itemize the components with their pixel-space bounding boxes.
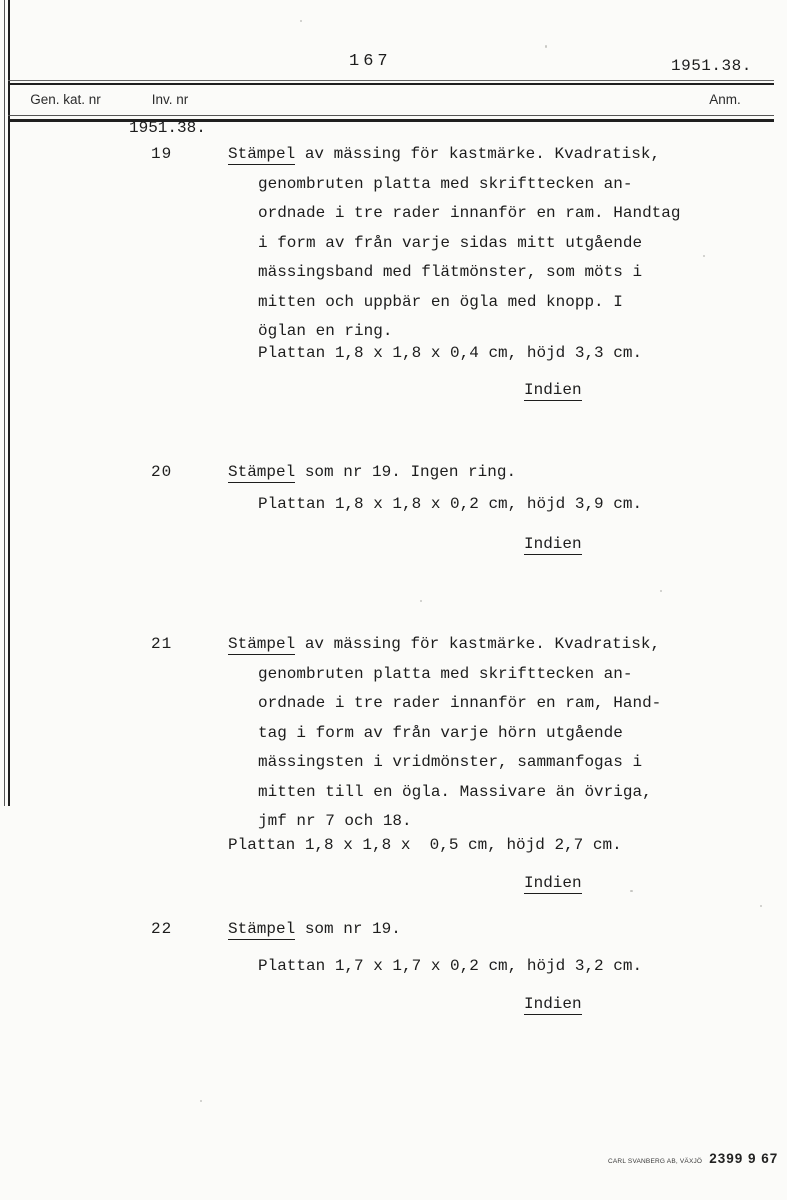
scan-speck — [660, 590, 662, 592]
lead-word: Stämpel — [228, 145, 296, 163]
lead-word: Stämpel — [228, 463, 296, 481]
description-text: av mässing för kastmärke. Kvadratisk, — [295, 635, 661, 653]
dimensions-line: Plattan 1,8 x 1,8 x 0,2 cm, höjd 3,9 cm. — [258, 494, 643, 513]
description-line: mässingsten i vridmönster, sammanfogas i — [258, 753, 643, 771]
scan-speck — [760, 905, 762, 907]
print-code: 2399 9 67 — [709, 1151, 779, 1166]
scan-speck — [545, 45, 547, 48]
scan-speck — [630, 890, 633, 892]
origin-country: Indien — [524, 535, 582, 553]
origin-line — [524, 869, 683, 899]
table-rule-header — [8, 119, 774, 122]
origin-country: Indien — [524, 995, 582, 1013]
table-rule-top — [8, 83, 774, 85]
origin-line — [524, 376, 683, 406]
description-line: mässingsband med flätmönster, som möts i — [258, 263, 643, 281]
description-line: tag i form av från varje hörn utgående — [258, 723, 623, 742]
scan-speck — [300, 20, 302, 22]
description-line — [228, 630, 683, 660]
dimensions-line: Plattan 1,7 x 1,7 x 0,2 cm, höjd 3,2 cm. — [258, 956, 643, 975]
description-line: genombruten platta med skrifttecken an- — [258, 664, 633, 683]
description-text: som nr 19. Ingen ring. — [295, 463, 517, 481]
description-line — [228, 458, 683, 488]
description-line: jmf nr 7 och 18. — [258, 812, 412, 830]
lead-word: Stämpel — [228, 920, 296, 938]
inventory-number: 21 — [151, 635, 173, 653]
description-text: som nr 19. — [295, 920, 401, 938]
description-line: ordnade i tre rader innanför en ram, Hand- — [258, 694, 662, 712]
inventory-number: 22 — [151, 920, 173, 938]
column-header-gen-kat-nr: Gen. kat. nr — [30, 92, 101, 107]
origin-line — [524, 530, 683, 560]
column-header-inv-nr: Inv. nr — [151, 92, 189, 107]
page-edge-line — [4, 0, 5, 806]
description-line: öglan en ring. — [258, 322, 393, 340]
entry-description — [228, 630, 683, 899]
printer-name: CARL SVANBERG AB, VÄXJÖ — [608, 1158, 703, 1165]
origin-line — [524, 990, 683, 1020]
lead-word: Stämpel — [228, 635, 296, 653]
description-text: av mässing för kastmärke. Kvadratisk, — [295, 145, 661, 163]
scan-speck — [200, 1100, 202, 1102]
origin-country: Indien — [524, 381, 582, 399]
description-line: mitten och uppbär en ögla med knopp. I — [258, 292, 623, 311]
origin-country: Indien — [524, 874, 582, 892]
catalog-reference: 1951.38. — [671, 57, 752, 75]
description-line — [228, 140, 683, 170]
page-number: 167 — [349, 52, 392, 71]
table-rule-header-thin — [8, 115, 774, 116]
scan-speck — [420, 600, 422, 602]
inventory-year: 1951.38. — [129, 119, 206, 137]
inventory-number: 19 — [151, 145, 173, 163]
entry-description — [228, 915, 683, 1020]
description-line: i form av från varje sidas mitt utgående — [258, 233, 643, 252]
dimensions-line: Plattan 1,8 x 1,8 x 0,5 cm, höjd 2,7 cm. — [228, 835, 622, 854]
description-line: ordnade i tre rader innanför en ram. Handtag — [258, 204, 681, 222]
description-line: genombruten platta med skrifttecken an- — [258, 174, 633, 193]
dimensions-line: Plattan 1,8 x 1,8 x 0,4 cm, höjd 3,3 cm. — [258, 343, 643, 362]
entry-description — [228, 140, 683, 406]
scan-speck — [703, 255, 705, 257]
inventory-number: 20 — [151, 463, 173, 481]
printer-imprint — [608, 1151, 779, 1166]
table-rule-top-thin — [8, 80, 774, 81]
entry-description — [228, 458, 683, 560]
column-header-anm: Anm. — [709, 92, 741, 107]
description-line — [228, 915, 683, 945]
description-line: mitten till en ögla. Massivare än övriga, — [258, 782, 652, 801]
